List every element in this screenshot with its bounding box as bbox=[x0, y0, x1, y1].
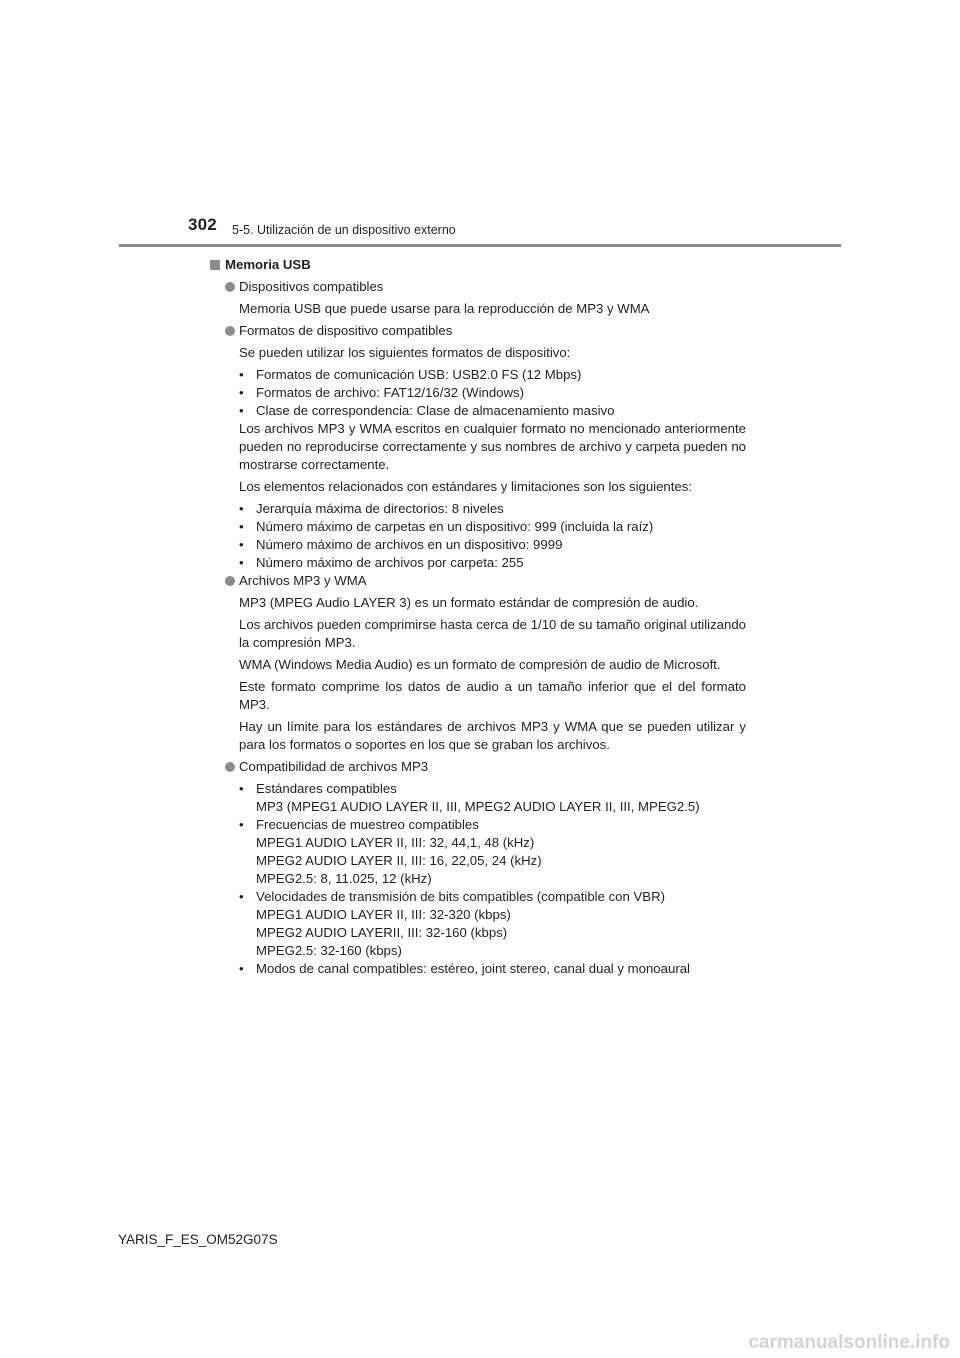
watermark: carmanualsonline.info bbox=[748, 1332, 950, 1353]
bullet-mp3-compatibility bbox=[225, 758, 746, 776]
header-divider bbox=[119, 244, 841, 247]
paragraph: Los archivos pueden comprimirse hasta cerca de 1/10 de su tamaño original utilizando la compresión MP3. bbox=[239, 617, 746, 650]
list-item: • Formatos de comunicación USB: USB2.0 FS (12 Mbps) bbox=[239, 367, 582, 382]
paragraph: Este formato comprime los datos de audio a un tamaño inferior que el del formato MP3. bbox=[239, 679, 746, 712]
document-code: YARIS_F_ES_OM52G07S bbox=[118, 1232, 278, 1247]
bullet-device-formats bbox=[225, 322, 746, 340]
format-list bbox=[239, 366, 746, 420]
heading-text: Memoria USB bbox=[225, 257, 311, 272]
paragraph: Hay un límite para los estándares de archivos MP3 y WMA que se pueden utilizar y para los formatos o soportes en los que se graban los archivos. bbox=[239, 719, 746, 752]
list-item: • Formatos de archivo: FAT12/16/32 (Windows) bbox=[239, 385, 525, 400]
list-item: • Número máximo de carpetas en un dispositivo: 999 (incluida la raíz) bbox=[239, 519, 654, 534]
list-item: • Número máximo de archivos en un dispositivo: 9999 bbox=[239, 537, 563, 552]
bullet-mp3-wma-files bbox=[225, 572, 746, 590]
paragraph: Los archivos MP3 y WMA escritos en cualquier formato no mencionado anteriormente pueden no reproducirse correctamente y sus nombres de archivo y carpeta pueden no mostrarse correctamente. bbox=[239, 421, 746, 472]
paragraph: Memoria USB que puede usarse para la reproducción de MP3 y WMA bbox=[239, 301, 650, 316]
list-item: • Clase de correspondencia: Clase de almacenamiento masivo bbox=[239, 403, 615, 418]
bullet-title: Archivos MP3 y WMA bbox=[239, 573, 367, 588]
round-bullet-icon bbox=[225, 576, 235, 586]
paragraph: Se pueden utilizar los siguientes formatos de dispositivo: bbox=[239, 345, 571, 360]
section-title: 5-5. Utilización de un dispositivo externo bbox=[232, 223, 456, 237]
list-item: • Estándares compatibles MP3 (MPEG1 AUDIO LAYER II, III, MPEG2 AUDIO LAYER II, III, MPEG2.5) bbox=[239, 781, 700, 814]
round-bullet-icon bbox=[225, 326, 235, 336]
paragraph: Los elementos relacionados con estándares y limitaciones son los siguientes: bbox=[239, 479, 693, 494]
round-bullet-icon bbox=[225, 762, 235, 772]
list-item: • Número máximo de archivos por carpeta: 255 bbox=[239, 555, 524, 570]
bullet-title: Dispositivos compatibles bbox=[239, 279, 384, 294]
list-item: • Velocidades de transmisión de bits compatibles (compatible con VBR) MPEG1 AUDIO LAYER II, III: 32-320 (kbps) MPEG2 AUDIO LAYERII, III: 32-160 (kbps) MPEG2.5: 32-160 (kbps) bbox=[239, 889, 666, 958]
bullet-title: Formatos de dispositivo compatibles bbox=[239, 323, 453, 338]
page-content bbox=[210, 256, 746, 982]
list-item: • Jerarquía máxima de directorios: 8 niveles bbox=[239, 501, 504, 516]
paragraph: WMA (Windows Media Audio) es un formato de compresión de audio de Microsoft. bbox=[239, 657, 721, 672]
list-item: • Modos de canal compatibles: estéreo, joint stereo, canal dual y monoaural bbox=[239, 961, 690, 976]
paragraph: MP3 (MPEG Audio LAYER 3) es un formato estándar de compresión de audio. bbox=[239, 595, 699, 610]
section-heading bbox=[210, 256, 746, 274]
compatibility-list bbox=[239, 780, 746, 978]
round-bullet-icon bbox=[225, 282, 235, 292]
square-bullet-icon bbox=[210, 260, 220, 270]
bullet-compatible-devices bbox=[225, 278, 746, 296]
bullet-title: Compatibilidad de archivos MP3 bbox=[239, 759, 429, 774]
list-item: • Frecuencias de muestreo compatibles MPEG1 AUDIO LAYER II, III: 32, 44,1, 48 (kHz) MPEG2 AUDIO LAYER II, III: 16, 22,05, 24 (kHz) MPEG2.5: 8, 11.025, 12 (kHz) bbox=[239, 817, 542, 886]
limits-list bbox=[239, 500, 746, 572]
page-number: 302 bbox=[188, 215, 217, 234]
